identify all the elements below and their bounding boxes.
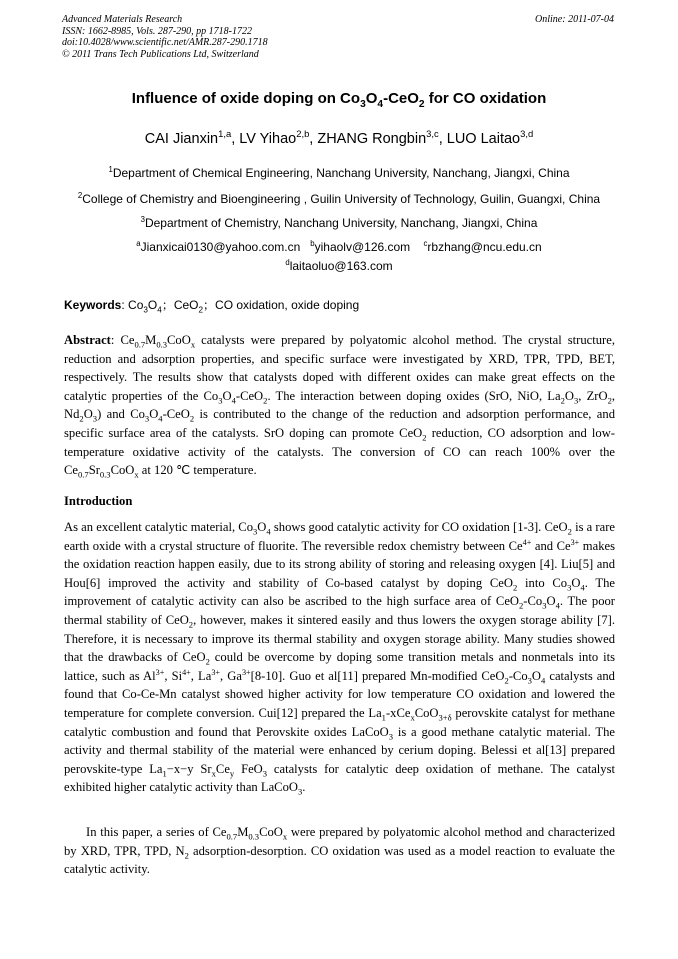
introduction-paragraph: As an excellent catalytic material, $Co_3O_4$ shows good catalytic activity for CO oxidation [1-3]. CeO$_2$ is a rare earth oxide with a crystal structure of fluorite. The reversible redox chemistry between $Ce^{4+}$ and $Ce^{3+}$ makes the oxidation reaction happen easily, due to its strong ability of storing and releasing oxygen [4]. Liu[5] and Hou[6] improved the activity and stability of Co-based catalyst by doping CeO$_2$ into $Co_3O_4$. The improvement of catalytic activity can also be ascribed to the high surface area of $CeO_2-Co_3O_4$. The poor thermal stability of CeO$_2$, however, makes it sintered easily and thus lowers the oxygen storage ability [7]. Therefore, it is necessary to improve its thermal stability and oxygen storage ability. Many studies showed that the drawbacks of CeO$_2$ could be overcome by doping some transition metals and nonmetals into its lattice, such as $Al^{3+}$, $Si^{4+}$, $La^{3+}$, $Ga^{3+}[8-10]$. Guo et al[11] prepared Mn-modified $CeO_2-Co_3O_4$ catalysts and found that Co-Ce-Mn catalyst showed higher activity for low temperature CO oxidation and lowered the temperature for complete conversion. Cui[12] prepared the $La_1-xCe_xCoO_{3+\delta}$ perovskite catalyst for methane catalytic combustion and found that Perovskite oxides LaCoO$_3$ is a good methane catalytic material. The activity and thermal stability of the material were enhanced by cerium doping. Belessi et al[13] prepared perovskite-type $La_1-x-y$ $Sr_xCe_y$ FeO$_3$ catalysts for catalytic deep oxidation of methane. The catalyst exhibited higher catalytic activity than LaCoO$_3$.	[64, 520, 616, 797]
email-line-1: $^a$Jianxicai0130@yahoo.com.cn $^b$yihaolv@126.com $^c$rbzhang@ncu.edu.cn	[136, 239, 542, 254]
email-c: rbzhang@ncu.edu.cn	[427, 240, 542, 254]
keywords-text: $Co_3O_4$；CeO$_2$；CO oxidation, oxide doping	[128, 298, 360, 315]
paragraph-2: In this paper, a series of $Ce_{0.7}M_{0.3}CoO_x$ were prepared by polyatomic alcohol method and characterized by XRD, TPR, TPD, $N_2$ adsorption-desorption. CO oxidation was used as a model reaction to evaluate the catalytic activity.	[64, 825, 615, 877]
email-d: laitaoluo@163.com	[289, 259, 393, 273]
doi-line: doi:10.4028/www.scientific.net/AMR.287-290.1718	[62, 37, 268, 48]
issn-line: ISSN: 1662-8985, Vols. 287-290, pp 1718-1722	[62, 25, 252, 37]
running-header	[62, 14, 622, 60]
email-a: Jianxicai0130@yahoo.com.cn	[140, 240, 301, 254]
online-date: Online: 2011-07-04	[535, 14, 614, 25]
abstract-text: $Ce_{0.7}M_{0.3}CoO_x$ catalysts were prepared by polyatomic alcohol method. The crystal structure, reduction and adsorption properties, and specific surface were investigated by XRD, TPR, TPD, BET, respectively. The results show that catalysts doped with different oxides can make great effects on the catalytic properties of the $Co_3O_4-CeO_2$. The interaction between doping oxides (SrO, NiO, $La_2O_3$, ZrO$_2$, $Nd_2O_3$) and $Co_3O_4-CeO_2$ is contributed to the change of the reduction and adsorption performance, and specific surface area of the catalysts. SrO doping can promote CeO$_2$ reduction, CO adsorption and low-temperature oxidative activity of the catalysts. The conversion of CO can reach 100% over the $Ce_{0.7}Sr_{0.3}CoO_x$ at 120 ℃ temperature.	[64, 333, 615, 480]
copyright-line: © 2011 Trans Tech Publications Ltd, Switzerland	[62, 48, 259, 60]
paper-title: Influence of oxide doping on $Co_3O_4-CeO_2$ for CO oxidation	[131, 90, 547, 110]
email-b: yihaolv@126.com	[314, 240, 411, 254]
author-list: CAI Jianxin$^{1,a}$, LV Yihao$^{2,b}$, ZHANG Rongbin$^{3,c}$, LUO Laitao$^{3,d}$	[144, 128, 534, 147]
abstract-label: Abstract	[64, 333, 111, 347]
affiliation-1: $^1$Department of Chemical Engineering, Nanchang University, Nanchang, Jiangxi, China	[108, 165, 570, 180]
email-line-2: $^d$laitaoluo@163.com	[285, 258, 393, 273]
affiliation-2: $^2$College of Chemistry and Bioengineering , Guilin University of Technology, Guilin, Guangxi, China	[77, 191, 601, 206]
affiliation-3: $^3$Department of Chemistry, Nanchang University, Nanchang, Jiangxi, China	[140, 215, 538, 230]
section-heading-introduction: Introduction	[64, 494, 133, 508]
journal-name: Advanced Materials Research	[62, 14, 183, 25]
keywords-label: Keywords	[64, 298, 122, 312]
keywords: Keywords: $Co_3O_4$；CeO$_2$；CO oxidation, oxide doping	[64, 298, 360, 315]
abstract: Abstract: $Ce_{0.7}M_{0.3}CoO_x$ catalysts were prepared by polyatomic alcohol method. The crystal structure, reduction and adsorption properties, and specific surface were investigated by XRD, TPR, TPD, BET, respectively. The results show that catalysts doped with different oxides can make great effects on the catalytic properties of the $Co_3O_4-CeO_2$. The interaction between doping oxides (SrO, NiO, $La_2O_3$, ZrO$_2$, $Nd_2O_3$) and $Co_3O_4-CeO_2$ is contributed to the change of the reduction and adsorption performance, and specific surface area of the catalysts. SrO doping can promote CeO$_2$ reduction, CO adsorption and low-temperature oxidative activity of the catalysts. The conversion of CO can reach 100% over the $Ce_{0.7}Sr_{0.3}CoO_x$ at 120 ℃ temperature.	[64, 333, 615, 480]
